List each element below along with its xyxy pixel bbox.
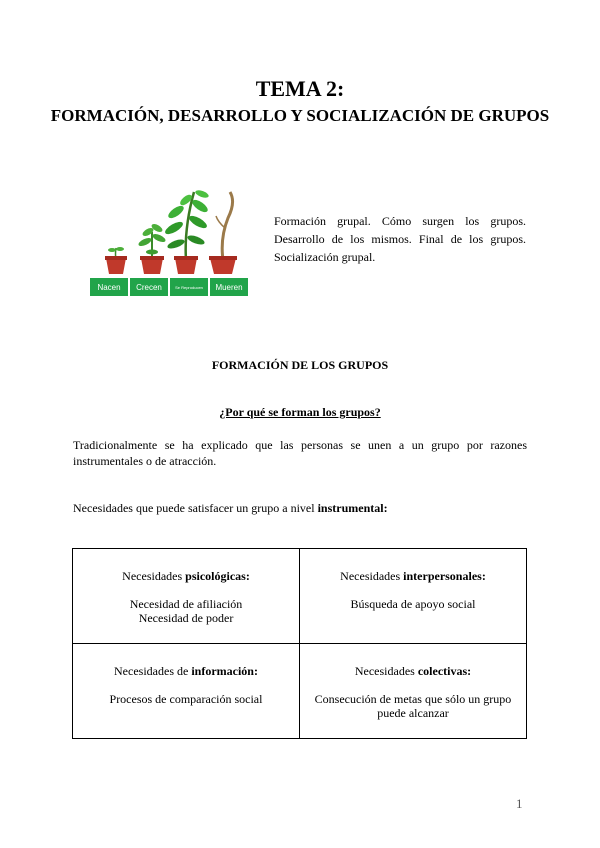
page-title: TEMA 2:: [255, 76, 345, 101]
cell-line: Búsqueda de apoyo social: [350, 597, 476, 611]
cell-line: Consecución de metas que sólo un grupo puede alcanzar: [314, 692, 512, 720]
sprout-plant-icon: [105, 247, 127, 274]
grown-plant-icon: [163, 189, 209, 274]
intro-paragraph: Tradicionalmente se ha explicado que las personas se unen a un grupo por razones instrumentales o de atracción.: [73, 438, 527, 468]
inter-needs-cell: [300, 549, 527, 644]
page-subtitle: FORMACIÓN, DESARROLLO Y SOCIALIZACIÓN DE GRUPOS: [50, 106, 550, 125]
section-heading: FORMACIÓN DE LOS GRUPOS: [211, 358, 389, 372]
cell-label: Necesidades: [354, 664, 418, 678]
section-question: ¿Por qué se forman los grupos?: [219, 405, 381, 419]
label-mueren: Mueren: [215, 283, 243, 292]
coll-needs-cell: [300, 644, 527, 739]
intro-text: Formación grupal. Cómo surgen los grupos. Desarrollo de los mismos. Final de los grupos. Socialización grupal.: [274, 214, 526, 264]
cell-label: Necesidades: [340, 569, 404, 583]
info-needs-cell: [73, 644, 300, 739]
cell-label: Necesidades: [122, 569, 186, 583]
needs-table: [72, 548, 527, 739]
cell-label-bold: información:: [191, 664, 258, 678]
dead-plant-icon: [209, 192, 237, 274]
cell-label: Necesidades de: [114, 664, 192, 678]
page-number: 1: [516, 796, 523, 811]
label-nacen: Nacen: [97, 283, 121, 292]
cell-label-bold: colectivas:: [417, 664, 472, 678]
cell-line: Procesos de comparación social: [109, 692, 263, 706]
cell-line: Necesidad de afiliación: [129, 597, 243, 611]
label-crecen: Crecen: [136, 283, 162, 292]
label-reproducen: Se Reproducen: [175, 285, 203, 290]
needs-intro: [73, 501, 527, 516]
cell-label-bold: interpersonales:: [403, 569, 486, 583]
psych-needs-cell: [73, 549, 300, 644]
plant-lifecycle-illustration: [90, 188, 256, 298]
cell-label-bold: psicológicas:: [185, 569, 250, 583]
needs-intro-bold: instrumental:: [317, 501, 388, 515]
young-plant-icon: [137, 222, 166, 274]
cell-line: Necesidad de poder: [138, 611, 234, 625]
needs-intro-text: Necesidades que puede satisfacer un grupo a nivel: [73, 501, 318, 515]
